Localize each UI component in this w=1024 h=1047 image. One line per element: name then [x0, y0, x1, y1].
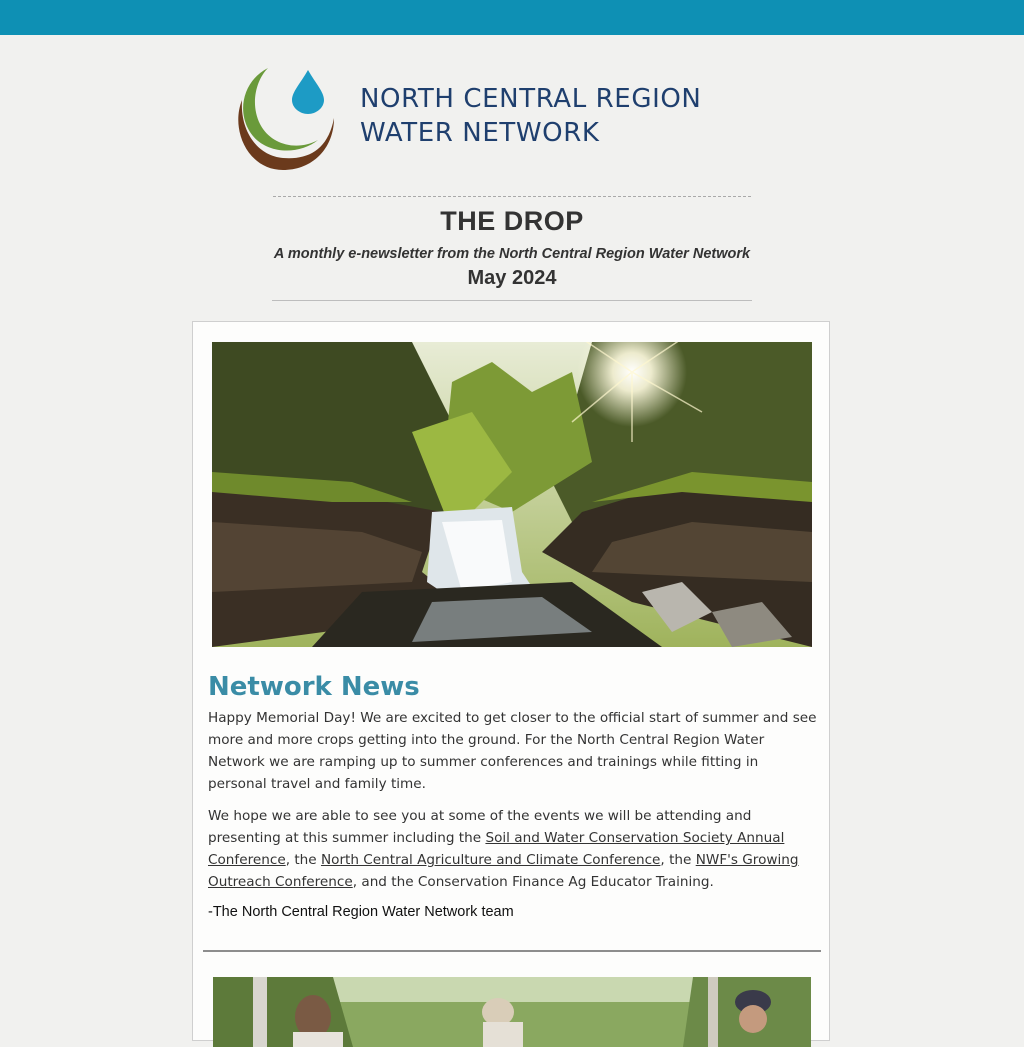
link-swcs-annual-conference[interactable]: Soil and Water Conservation Society Annual Conference — [208, 830, 785, 868]
waterfall-forest-image — [212, 342, 812, 647]
events-text-3: , the — [660, 852, 696, 868]
newsletter-title: THE DROP — [440, 206, 584, 236]
logo-wordmark — [360, 82, 701, 150]
water-drop-crescent-icon — [228, 60, 338, 175]
link-nc-ag-climate-conference[interactable]: North Central Agriculture and Climate Conference — [320, 852, 661, 868]
dashed-divider — [273, 196, 751, 197]
events-text-4: , and the Conservation Finance Ag Educator Training. — [352, 874, 714, 890]
intro-paragraph: Happy Memorial Day! We are excited to get closer to the official start of summer and see more and more crops getting into the ground. For the North Central Region Water Network we are ramping up to summer conferences and trainings while fitting in personal travel and family time. — [208, 710, 817, 792]
logo-line-2: WATER NETWORK — [360, 118, 600, 148]
signature: -The North Central Region Water Network team — [208, 904, 514, 920]
events-paragraph — [208, 805, 818, 893]
newsletter-subtitle: A monthly e-newsletter from the North Central Region Water Network — [273, 246, 751, 262]
people-outdoors-image — [213, 977, 811, 1047]
newsletter-date: May 2024 — [467, 267, 557, 289]
logo-line-1: NORTH CENTRAL REGION — [360, 84, 702, 114]
events-text-1: We hope we are able to see you at some of the events we will be attending and presenting at this summer including the — [208, 808, 752, 846]
ncr-water-network-logo[interactable] — [228, 60, 808, 175]
section-title-network-news: Network News — [208, 672, 420, 702]
section-divider — [203, 950, 821, 952]
link-nwf-growing-outreach-conference[interactable]: NWF's Growing Outreach Conference — [208, 852, 799, 890]
events-text-2: , the — [285, 852, 321, 868]
top-bar — [0, 0, 1024, 35]
header-divider — [272, 300, 752, 301]
content-card — [192, 321, 830, 1041]
